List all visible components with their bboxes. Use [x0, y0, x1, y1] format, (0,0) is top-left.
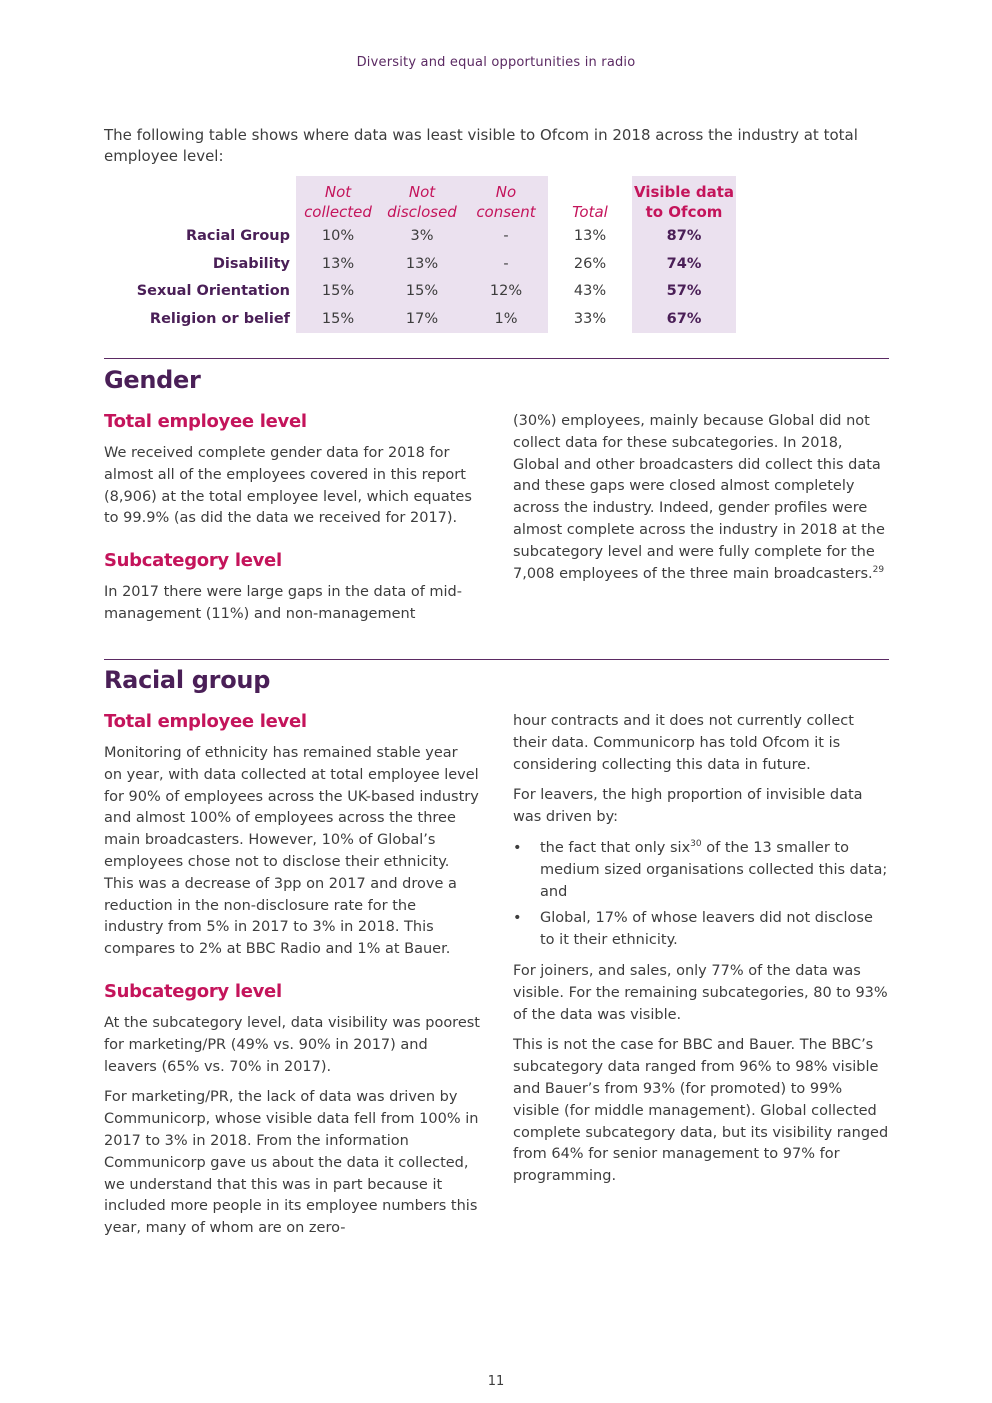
- cell-not-disclosed: 17%: [380, 305, 464, 333]
- row-label: Disability: [212, 255, 290, 272]
- cell-not-collected: 13%: [296, 250, 380, 278]
- row-label: Sexual Orientation: [136, 283, 290, 300]
- cell-not-disclosed: 15%: [380, 277, 464, 305]
- cell-visible: 67%: [632, 305, 736, 333]
- list-item: [513, 908, 889, 952]
- header-total: Total: [572, 203, 608, 221]
- gender-right-text: (30%) employees, mainly because Global did not collect data for these subcategories. In 2018, Global and other broadcasters did collect this data and these gaps were closed almost completely across the industry. Indeed, gender profiles were almost complete across the industry in 2018 at the subcategory level and were fully complete for the 7,008 employees of the three main broadcasters.: [513, 413, 885, 582]
- cell-visible: 74%: [632, 250, 736, 278]
- cell-total: 26%: [573, 255, 607, 272]
- row-label: Racial Group: [185, 227, 290, 244]
- cell-visible: 57%: [632, 277, 736, 305]
- cell-not-disclosed: 13%: [380, 250, 464, 278]
- cell-no-consent: -: [464, 222, 548, 250]
- table-row: [104, 305, 736, 333]
- section-divider-racial: [104, 659, 889, 660]
- gender-sub-paragraph: In 2017 there were large gaps in the data of mid-management (11%) and non-management: [104, 584, 462, 622]
- racial-left-column: [104, 711, 480, 1249]
- header-no-consent-line2: consent: [476, 203, 536, 221]
- bullet-2-text: Global, 17% of whose leavers did not disclose to it their ethnicity.: [540, 910, 873, 949]
- section-title-racial: Racial group: [104, 666, 271, 694]
- racial-right-paragraph-2: For leavers, the high proportion of invisible data was driven by:: [513, 787, 863, 826]
- cell-no-consent: 1%: [464, 305, 548, 333]
- table-row: [104, 222, 736, 250]
- racial-total-paragraph: Monitoring of ethnicity has remained stable year on year, with data collected at total employee level for 90% of employees across the UK-based industry and almost 100% of employees across the three main broadcasters. However, 10% of Global’s employees chose not to disclose their ethnicity. This was a decrease of 3pp on 2017 and drove a reduction in the non-disclosure rate for the industry from 5% in 2017 to 3% in 2018. This compares to 2% at BBC Radio and 1% at Bauer.: [104, 745, 479, 958]
- header-not-collected-line1: Not: [324, 183, 352, 201]
- racial-sub-paragraph-2: For marketing/PR, the lack of data was driven by Communicorp, whose visible data fell from 100% in 2017 to 3% in 2018. From the information Communicorp gave us about the data it collected, we understand that this was in part because it included more people in its employee numbers this year, many of whom are on zero-: [104, 1089, 479, 1237]
- header-not-disclosed-line2: disclosed: [387, 203, 457, 221]
- gender-right-paragraph: [513, 411, 889, 585]
- racial-sub-heading: Subcategory level: [104, 980, 282, 1002]
- gender-total-paragraph: We received complete gender data for 2018 for almost all of the employees covered in this report (8,906) at the total employee level, which equates to 99.9% (as did the data we received for 2017).: [104, 445, 472, 527]
- racial-right-column: [513, 711, 889, 1197]
- page-number: 11: [487, 1374, 505, 1389]
- header-not-collected-line2: collected: [304, 203, 372, 221]
- bullet-1-text-post: of the 13 smaller to medium sized organisations collected this data; and: [540, 839, 888, 900]
- racial-right-paragraph-3: For joiners, and sales, only 77% of the data was visible. For the remaining subcategories, 80 to 93% of the data was visible.: [513, 962, 888, 1023]
- footnote-29: 29: [872, 564, 885, 575]
- racial-right-paragraph-1: hour contracts and it does not currently collect their data. Communicorp has told Ofcom it is considering collecting this data in future.: [513, 713, 854, 773]
- gender-left-column: [104, 411, 480, 635]
- bullet-1-text-pre: the fact that only six: [540, 839, 691, 856]
- bullet-icon: •: [513, 839, 522, 856]
- cell-total: 43%: [573, 283, 607, 300]
- running-header: Diversity and equal opportunities in radio: [356, 55, 636, 70]
- section-divider-gender: [104, 358, 889, 359]
- cell-total: 33%: [573, 310, 607, 327]
- bullet-icon: •: [513, 910, 522, 927]
- table-row: [104, 277, 736, 305]
- header-visible-line1: Visible data: [634, 183, 734, 201]
- cell-visible: 87%: [632, 222, 736, 250]
- cell-no-consent: 12%: [464, 277, 548, 305]
- cell-not-collected: 15%: [296, 277, 380, 305]
- header-no-consent: [464, 176, 548, 222]
- header-not-collected: [296, 176, 380, 222]
- header-visible: [632, 176, 736, 222]
- header-not-disclosed: [380, 176, 464, 222]
- list-item: [513, 838, 889, 903]
- cell-not-collected: 10%: [296, 222, 380, 250]
- header-visible-line2: to Ofcom: [645, 203, 723, 221]
- section-title-gender: Gender: [104, 366, 201, 394]
- header-blank: [104, 176, 296, 222]
- footnote-30: 30: [690, 839, 702, 850]
- leavers-bullet-list: [513, 838, 889, 952]
- row-label: Religion or belief: [149, 310, 290, 327]
- table-intro: The following table shows where data was least visible to Ofcom in 2018 across the industry at total employee level:: [104, 126, 858, 165]
- cell-not-collected: 15%: [296, 305, 380, 333]
- cell-total: 13%: [573, 227, 607, 244]
- table-header-row: [104, 176, 736, 222]
- racial-total-heading: Total employee level: [104, 711, 307, 732]
- cell-not-disclosed: 3%: [380, 222, 464, 250]
- racial-sub-paragraph-1: At the subcategory level, data visibility was poorest for marketing/PR (49% vs. 90% in 2017) and leavers (65% vs. 70% in 2017).: [104, 1014, 480, 1075]
- visibility-table: [104, 176, 736, 333]
- header-not-disclosed-line1: Not: [408, 183, 436, 201]
- gender-sub-heading: Subcategory level: [104, 550, 282, 572]
- gender-total-heading: Total employee level: [104, 411, 307, 432]
- header-no-consent-line1: No: [495, 183, 517, 201]
- cell-no-consent: -: [464, 250, 548, 278]
- gender-right-column: [513, 411, 889, 594]
- racial-right-paragraph-4: This is not the case for BBC and Bauer. The BBC’s subcategory data ranged from 96% to 98% visible and Bauer’s from 93% (for promoted) to 99% visible (for middle management). Global collected complete subcategory data, but its visibility ranged from 64% for senior management to 97% for programming.: [513, 1037, 889, 1185]
- table-row: [104, 250, 736, 278]
